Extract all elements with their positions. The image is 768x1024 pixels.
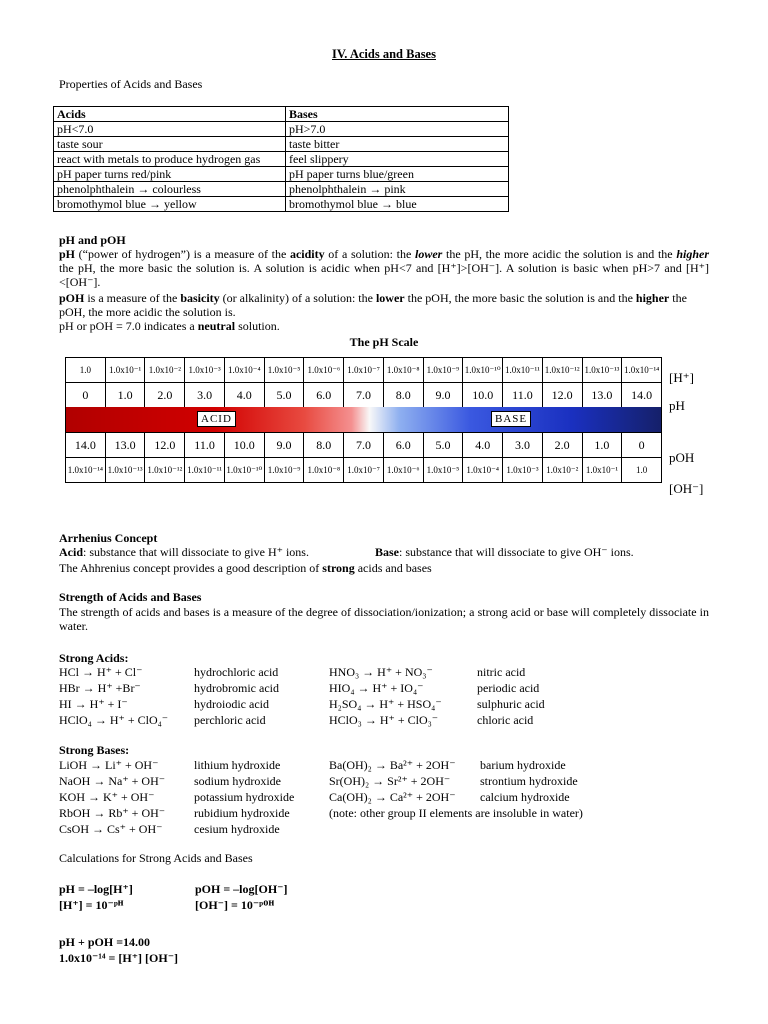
strength-heading: Strength of Acids and Bases: [59, 590, 202, 604]
side-label-poh: pOH: [669, 450, 695, 465]
strong-term: strong: [322, 561, 355, 575]
base-def-text: : substance that will dissociate to give OH⁻ ions.: [399, 545, 634, 559]
scale-cell: 1.0x10⁻¹²: [543, 358, 583, 382]
table-row: [54, 182, 509, 197]
poh-term: pOH: [59, 291, 85, 305]
strength-text: The strength of acids and bases is a measure of the degree of dissociation/ionization; a strong acid or base will completely dissociate in water.: [59, 605, 709, 633]
header-bases: Bases: [286, 107, 509, 122]
ph-formula: pH = –log[H⁺]: [59, 882, 133, 896]
calculations-heading: Calculations for Strong Acids and Bases: [59, 851, 253, 865]
poh-formula: pOH = –log[OH⁻]: [195, 882, 288, 896]
reaction-equation: HClO₃ → H⁺ + ClO₃⁻: [329, 713, 439, 727]
reaction-equation: RbOH → Rb⁺ + OH⁻: [59, 806, 166, 820]
table-header-row: [54, 107, 509, 122]
side-label-h: [H⁺]: [669, 370, 694, 385]
scale-cell: 0: [638, 438, 645, 452]
scale-cell: 8.0: [304, 433, 344, 457]
reaction-equation: KOH → K⁺ + OH⁻: [59, 790, 155, 804]
scale-cell: 7.0: [344, 433, 384, 457]
scale-cell: 1.0: [583, 433, 623, 457]
table-row: [54, 167, 509, 182]
scale-cell: 7.0: [344, 383, 384, 407]
neutral-line: [59, 319, 709, 333]
table-cell: pH>7.0: [286, 122, 509, 137]
scale-cell: 9.0: [265, 433, 305, 457]
table-cell: react with metals to produce hydrogen gas: [54, 152, 286, 167]
ph-scale: [65, 357, 662, 483]
poh-definition: [59, 291, 709, 319]
ph-text: of a solution: the: [324, 247, 415, 261]
compound-name: hydroiodic acid: [194, 697, 269, 711]
scale-cell: 1.0x10⁻⁵: [424, 458, 464, 482]
scale-cell: 1.0x10⁻¹³: [106, 458, 146, 482]
scale-cell: 1.0x10⁻⁴: [463, 458, 503, 482]
table-cell: phenolphthalein → colourless: [54, 182, 286, 197]
scale-cell: 12.0: [543, 383, 583, 407]
scale-cell: 1.0x10⁻⁵: [265, 358, 305, 382]
table-cell: phenolphthalein → pink: [286, 182, 509, 197]
compound-name: sulphuric acid: [477, 697, 545, 711]
scale-cell: 1.0x10⁻⁹: [265, 458, 305, 482]
compound-name: calcium hydroxide: [480, 790, 570, 804]
scale-cell: 1.0x10⁻⁹: [424, 358, 464, 382]
scale-cell: 8.0: [384, 383, 424, 407]
table-cell: taste bitter: [286, 137, 509, 152]
compound-name: hydrochloric acid: [194, 665, 279, 679]
poh-text: (or alkalinity) of a solution: the: [219, 291, 376, 305]
group-ii-note: (note: other group II elements are insoluble in water): [329, 806, 583, 820]
ph-definition: [59, 247, 709, 289]
reaction-equation: HBr → H⁺ +Br⁻: [59, 681, 141, 695]
scale-cell: 9.0: [424, 383, 464, 407]
scale-cell: 1.0: [106, 383, 146, 407]
scale-cell: 1.0x10⁻¹²: [145, 458, 185, 482]
h-formula: [H⁺] = 10⁻ᵖᴴ: [59, 898, 124, 912]
scale-cell: 1.0x10⁻⁷: [344, 458, 384, 482]
kw-formula: 1.0x10⁻¹⁴ = [H⁺] [OH⁻]: [59, 951, 179, 965]
base-definition: [375, 545, 634, 559]
scale-cell: 5.0: [265, 383, 305, 407]
scale-cell: 0: [66, 383, 106, 407]
ph-text: (“power of hydrogen”) is a measure of the: [75, 247, 290, 261]
reaction-equation: HIO₄ → H⁺ + IO₄⁻: [329, 681, 424, 695]
table-cell: pH<7.0: [54, 122, 286, 137]
scale-cell: 6.0: [304, 383, 344, 407]
scale-cell: 11.0: [185, 433, 225, 457]
scale-cell: 1.0x10⁻⁸: [384, 358, 424, 382]
scale-cell: 14.0: [66, 433, 106, 457]
reaction-equation: Ba(OH)₂ → Ba²⁺ + 2OH⁻: [329, 758, 456, 772]
table-cell: pH paper turns blue/green: [286, 167, 509, 182]
scale-cell: 1.0x10⁻⁶: [384, 458, 424, 482]
table-row: [54, 122, 509, 137]
compound-name: lithium hydroxide: [194, 758, 281, 772]
poh-text: the pOH, the more acidic the solution is.: [59, 291, 687, 319]
compound-name: cesium hydroxide: [194, 822, 280, 836]
arrhenius-text: acids and bases: [354, 561, 432, 575]
table-cell: bromothymol blue → yellow: [54, 197, 286, 212]
reaction-equation: Ca(OH)₂ → Ca²⁺ + 2OH⁻: [329, 790, 456, 804]
compound-name: strontium hydroxide: [480, 774, 578, 788]
scale-cell: 1.0x10⁻¹¹: [503, 358, 543, 382]
compound-name: perchloric acid: [194, 713, 266, 727]
scale-cell: 1.0x10⁻⁶: [304, 358, 344, 382]
oh-concentration-row: [65, 457, 662, 483]
sum-formula: pH + pOH =14.00: [59, 935, 151, 949]
reaction-equation: H₂SO₄ → H⁺ + HSO₄⁻: [329, 697, 442, 711]
scale-cell: 1.0x10⁻¹¹: [185, 458, 225, 482]
reaction-equation: HCl → H⁺ + Cl⁻: [59, 665, 143, 679]
neutral-text: solution.: [235, 319, 280, 333]
properties-table: [53, 106, 509, 212]
ph-scale-title: The pH Scale: [349, 335, 419, 349]
table-cell: taste sour: [54, 137, 286, 152]
scale-cell: 1.0x10⁻¹: [583, 458, 623, 482]
table-row: [54, 197, 509, 212]
compound-name: chloric acid: [477, 713, 534, 727]
scale-cell: 1.0x10⁻⁸: [304, 458, 344, 482]
scale-cell: 1.0x10⁻¹⁰: [463, 358, 503, 382]
table-row: [54, 137, 509, 152]
neutral-term: neutral: [197, 319, 236, 333]
header-acids: Acids: [54, 107, 286, 122]
scale-cell: 6.0: [384, 433, 424, 457]
scale-cell: 1.0x10⁻¹⁴: [66, 458, 106, 482]
scale-cell: 5.0: [424, 433, 464, 457]
scale-cell: 13.0: [583, 383, 623, 407]
side-label-oh: [OH⁻]: [669, 481, 704, 496]
scale-cell: 13.0: [106, 433, 146, 457]
acid-definition: [59, 545, 309, 559]
page-title: IV. Acids and Bases: [332, 47, 436, 61]
scale-cell: 10.0: [463, 383, 503, 407]
ph-text: the pH, the more acidic the solution is and the: [442, 247, 673, 261]
acid-term: Acid: [59, 545, 83, 559]
scale-cell: 4.0: [225, 383, 265, 407]
reaction-equation: HClO₄ → H⁺ + ClO₄⁻: [59, 713, 169, 727]
ph-row: [65, 382, 662, 407]
compound-name: sodium hydroxide: [194, 774, 281, 788]
reaction-equation: Sr(OH)₂ → Sr²⁺ + 2OH⁻: [329, 774, 451, 788]
scale-cell: 1.0x10⁻¹: [106, 358, 146, 382]
scale-cell: 14.0: [631, 388, 653, 402]
scale-cell: 11.0: [503, 383, 543, 407]
compound-name: nitric acid: [477, 665, 526, 679]
compound-name: potassium hydroxide: [194, 790, 295, 804]
compound-name: hydrobromic acid: [194, 681, 279, 695]
scale-cell: 1.0x10⁻¹⁴: [623, 365, 660, 375]
arrhenius-text: The Ahhrenius concept provides a good description of: [59, 561, 323, 575]
ph-text: the pH, the more basic the solution is. A solution is acidic when pH<7 and [H⁺]>[OH⁻]. A solution is basic when pH>7 and [H⁺]<[OH⁻].: [59, 261, 709, 289]
scale-cell: 1.0x10⁻¹³: [583, 358, 623, 382]
table-cell: feel slippery: [286, 152, 509, 167]
scale-cell: 2.0: [145, 383, 185, 407]
scale-cell: 1.0x10⁻²: [145, 358, 185, 382]
acid-label: ACID: [197, 411, 236, 427]
poh-row: [65, 432, 662, 457]
reaction-equation: NaOH → Na⁺ + OH⁻: [59, 774, 166, 788]
poh-text: the pOH, the more basic the solution is and the: [404, 291, 636, 305]
ph-color-bar: [65, 407, 662, 432]
ph-term: pH: [59, 247, 76, 261]
table-cell: pH paper turns red/pink: [54, 167, 286, 182]
scale-cell: 1.0x10⁻³: [185, 358, 225, 382]
oh-formula: [OH⁻] = 10⁻ᵖᴼᴴ: [195, 898, 275, 912]
arrhenius-heading: Arrhenius Concept: [59, 531, 158, 545]
base-term: Base: [375, 545, 399, 559]
lower-term: lower: [414, 247, 443, 261]
higher-term: higher: [676, 247, 709, 261]
arrhenius-description: [59, 561, 709, 575]
strong-bases-heading: Strong Bases:: [59, 743, 130, 757]
compound-name: periodic acid: [477, 681, 540, 695]
basicity-term: basicity: [180, 291, 220, 305]
scale-cell: 1.0x10⁻⁷: [344, 358, 384, 382]
reaction-equation: HNO₃ → H⁺ + NO₃⁻: [329, 665, 433, 679]
scale-cell: 10.0: [225, 433, 265, 457]
table-row: [54, 152, 509, 167]
scale-cell: 12.0: [145, 433, 185, 457]
scale-cell: 1.0x10⁻³: [503, 458, 543, 482]
properties-heading: Properties of Acids and Bases: [59, 77, 203, 91]
compound-name: barium hydroxide: [480, 758, 566, 772]
scale-cell: 2.0: [543, 433, 583, 457]
scale-cell: 1.0x10⁻⁴: [225, 358, 265, 382]
reaction-equation: LiOH → Li⁺ + OH⁻: [59, 758, 159, 772]
table-cell: bromothymol blue → blue: [286, 197, 509, 212]
scale-cell: 1.0x10⁻¹⁰: [225, 458, 265, 482]
base-label: BASE: [491, 411, 531, 427]
lower-term: lower: [375, 291, 405, 305]
acid-def-text: : substance that will dissociate to give H⁺ ions.: [83, 545, 309, 559]
strong-acids-heading: Strong Acids:: [59, 651, 129, 665]
higher-term: higher: [635, 291, 670, 305]
scale-cell: 1.0: [636, 465, 648, 475]
ph-poh-heading: pH and pOH: [59, 233, 126, 247]
poh-text: is a measure of the: [84, 291, 181, 305]
scale-cell: 4.0: [463, 433, 503, 457]
reaction-equation: HI → H⁺ + I⁻: [59, 697, 128, 711]
scale-cell: 1.0x10⁻²: [543, 458, 583, 482]
neutral-text: pH or pOH = 7.0 indicates a: [59, 319, 198, 333]
compound-name: rubidium hydroxide: [194, 806, 290, 820]
scale-cell: 3.0: [185, 383, 225, 407]
reaction-equation: CsOH → Cs⁺ + OH⁻: [59, 822, 163, 836]
scale-cell: 3.0: [503, 433, 543, 457]
acidity-term: acidity: [289, 247, 325, 261]
scale-cell: 1.0: [66, 358, 106, 382]
h-concentration-row: [65, 357, 662, 382]
side-label-ph: pH: [669, 398, 685, 413]
